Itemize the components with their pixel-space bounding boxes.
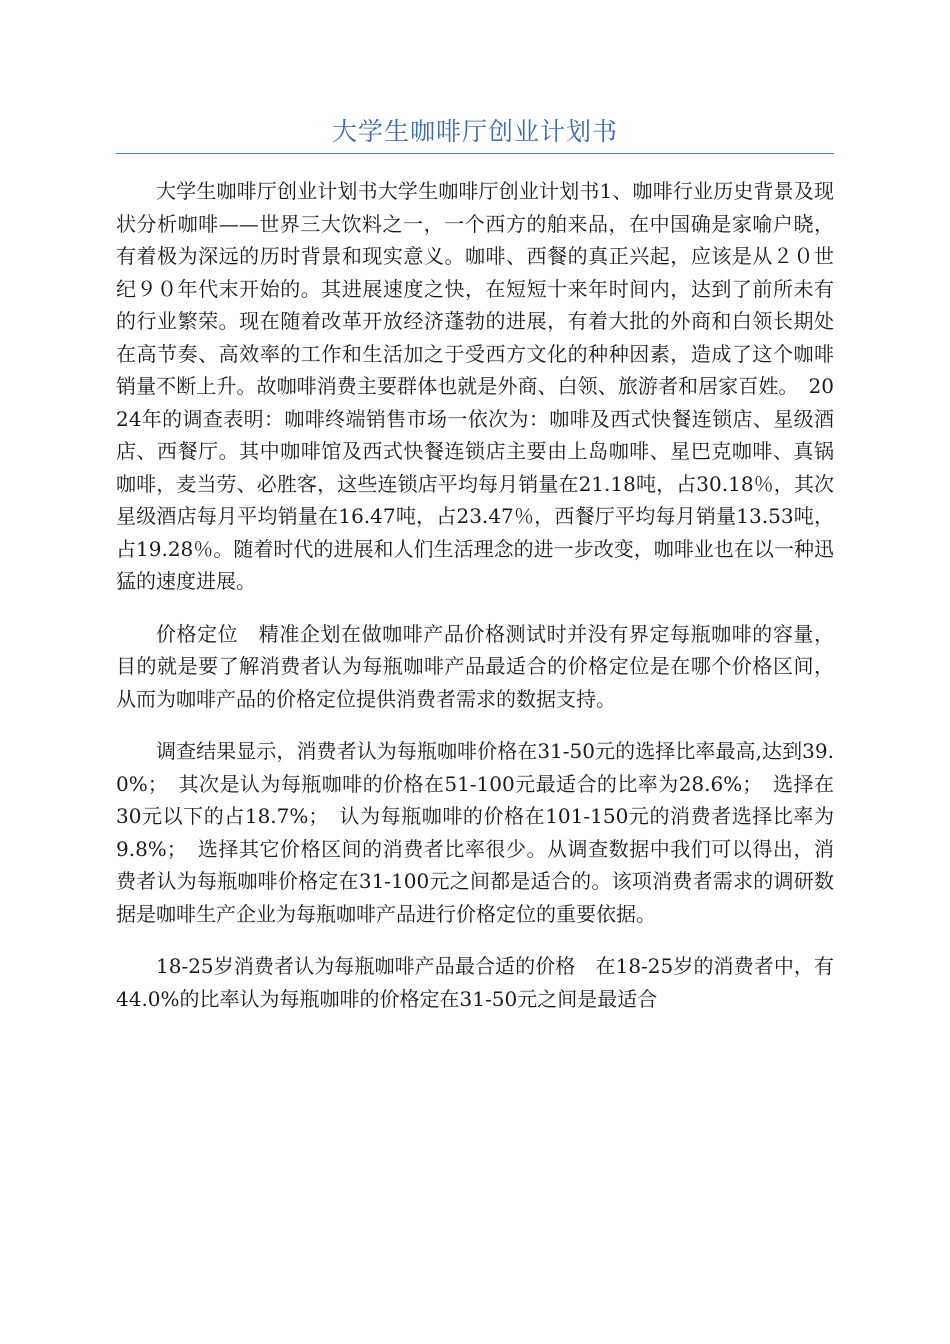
title-underline (116, 153, 834, 154)
document-title: 大学生咖啡厅创业计划书 (331, 117, 618, 146)
paragraph-age-18-25: 18-25岁消费者认为每瓶咖啡产品最合适的价格 在18-25岁的消费者中，有44.0%的比率认为每瓶咖啡的价格定在31-50元之间是最适合 (116, 954, 834, 1011)
paragraph-industry-background: 大学生咖啡厅创业计划书大学生咖啡厅创业计划书1、咖啡行业历史背景及现状分析咖啡——世界三大饮料之一，一个西方的舶来品，在中国确是家喻户晓，有着极为深远的历时背景和现实意义。咖啡、西餐的真正兴起，应该是从２０世纪９０年代末开始的。其进展速度之快，在短短十来年时间内，达到了前所未有的行业繁荣。现在随着改革开放经济蓬勃的进展，有着大批的外商和白领长期处在高节奏、高效率的工作和生活加之于受西方文化的种种因素，造成了这个咖啡销量不断上升。故咖啡消费主要群体也就是外商、白领、旅游者和居家百姓。 2024年的调查表明：咖啡终端销售市场一依次为：咖啡及西式快餐连锁店、星级酒店、西餐厅。其中咖啡馆及西式快餐连锁店主要由上岛咖啡、星巴克咖啡、真锅咖啡，麦当劳、必胜客，这些连锁店平均每月销量在21.18吨，占30.18％，其次星级酒店每月平均销量在16.47吨，占23.47％，西餐厅平均每月销量13.53吨，占19.28％。随着时代的进展和人们生活理念的进一步改变，咖啡业也在以一种迅猛的速度进展。 (116, 179, 834, 593)
document-body (116, 175, 834, 1035)
paragraph-price-positioning: 价格定位 精准企划在做咖啡产品价格测试时并没有界定每瓶咖啡的容量，目的就是要了解消费者认为每瓶咖啡产品最适合的价格定位是在哪个价格区间，从而为咖啡产品的价格定位提供消费者需求的数据支持。 (116, 621, 834, 711)
paragraph-survey-results: 调查结果显示，消费者认为每瓶咖啡价格在31-50元的选择比率最高,达到39.0%； 其次是认为每瓶咖啡的价格在51-100元最适合的比率为28.6%； 选择在30元以下的占18.7%； 认为每瓶咖啡的价格在101-150元的消费者选择比率为9.8%； 选择其它价格区间的消费者比率很少。从调查数据中我们可以得出，消费者认为每瓶咖啡价格定在31-100元之间都是适合的。该项消费者需求的调研数据是咖啡生产企业为每瓶咖啡产品进行价格定位的重要依据。 (116, 739, 834, 926)
